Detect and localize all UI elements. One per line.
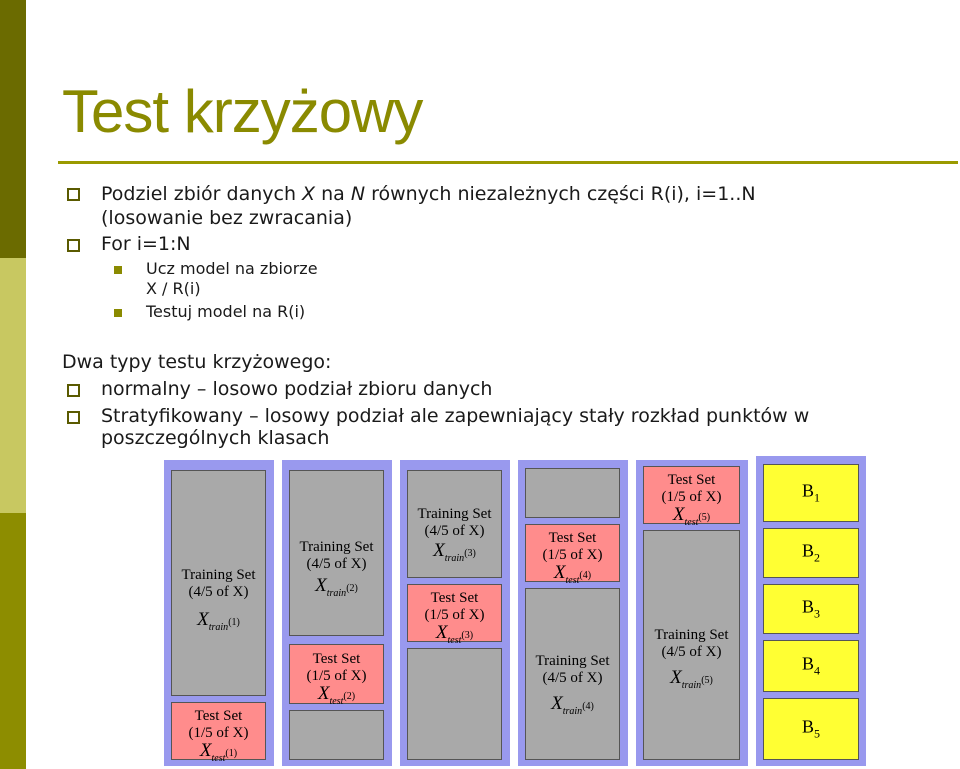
var-sub: test (211, 752, 226, 764)
type-stratified-line2: poszczególnych klasach (101, 427, 330, 449)
block-b2 (763, 528, 859, 578)
label-line: (4/5 of X) (661, 644, 722, 660)
label-line: (1/5 of X) (542, 547, 603, 563)
label-line: Training Set (299, 539, 374, 555)
var-x: X (672, 504, 685, 525)
bullet-text: na (315, 183, 351, 205)
bullet-split-line2: (losowanie bez zwracania) (101, 207, 353, 229)
var-x: X (433, 540, 445, 561)
training-set-block (171, 470, 266, 696)
block-b5 (763, 698, 859, 760)
training-set-block (289, 470, 384, 636)
fold-panel-2 (282, 460, 392, 766)
square-bullet-icon (67, 411, 80, 424)
bullet-for-loop: For i=1:N (101, 233, 191, 255)
square-bullet-icon (67, 188, 80, 201)
slide-title: Test krzyżowy (62, 78, 423, 145)
label-line: Training Set (654, 627, 729, 643)
test-set-block (407, 584, 502, 646)
var-x: X (553, 562, 566, 583)
label-line: Test Set (548, 530, 597, 546)
var-x: X (315, 575, 327, 596)
fold-panel-1 (164, 460, 274, 766)
bullet-text: równych niezależnych części R(i), i=1..N (365, 183, 756, 205)
training-set-block (289, 710, 384, 760)
training-set-label (644, 627, 739, 697)
var-sub: test (565, 574, 580, 586)
var-sub: test (329, 695, 344, 707)
test-set-label (172, 708, 265, 768)
block-letter: B (801, 596, 814, 617)
block-letter: B (801, 653, 814, 674)
fold-index: (5) (698, 512, 711, 523)
label-line: (1/5 of X) (306, 668, 367, 684)
title-divider (58, 161, 958, 164)
sub-bullet-train-line2: X / R(i) (146, 279, 201, 298)
filled-square-bullet-icon (114, 309, 122, 317)
blocks-panel (756, 456, 866, 766)
bullet-text: Podziel zbiór danych (101, 183, 303, 205)
test-set-label (290, 651, 383, 711)
var-x: X (317, 683, 330, 704)
var-sub: train (562, 705, 583, 717)
label-line: Test Set (667, 472, 716, 488)
label-line: Test Set (312, 651, 361, 667)
type-stratified-line1: Stratyfikowany – losowy podział ale zapewniający stały rozkład punktów w (101, 405, 810, 427)
bullet-var-n: N (350, 183, 366, 205)
sidebar-band-light (0, 258, 26, 513)
test-set-label (408, 590, 501, 650)
bullet-split-line1 (101, 182, 756, 206)
fold-index: (1) (228, 617, 240, 628)
test-set-label (644, 472, 739, 532)
var-sub: test (447, 634, 462, 646)
block-letter: B (801, 716, 814, 737)
var-sub: train (208, 621, 229, 633)
fold-index: (4) (582, 701, 594, 712)
test-set-block (289, 644, 384, 707)
block-b4 (763, 640, 859, 692)
fold-index: (4) (579, 570, 592, 581)
bullet-var-x: X (302, 183, 316, 205)
label-line: (4/5 of X) (424, 523, 485, 539)
training-set-label (290, 539, 383, 605)
block-number: 5 (814, 726, 820, 741)
sidebar-band-dark (0, 0, 26, 258)
square-bullet-icon (67, 384, 80, 397)
sub-bullet-train-line1: Ucz model na zbiorze (146, 259, 318, 278)
label-line: Training Set (417, 506, 492, 522)
label-line: (1/5 of X) (424, 607, 485, 623)
var-x: X (435, 622, 448, 643)
block-b3 (763, 584, 859, 634)
label-line: Test Set (430, 590, 479, 606)
test-set-block (171, 702, 266, 764)
label-line: (4/5 of X) (542, 670, 603, 686)
section-heading: Dwa typy testu krzyżowego: (62, 351, 332, 373)
var-sub: train (326, 587, 347, 599)
fold-index: (3) (461, 630, 474, 641)
test-set-label (526, 530, 619, 590)
var-x: X (551, 693, 563, 714)
var-x: X (199, 740, 212, 761)
training-set-label (172, 567, 265, 639)
training-set-label (408, 506, 501, 570)
training-set-block (407, 648, 502, 760)
fold-index: (5) (701, 675, 713, 686)
training-set-block (643, 530, 740, 760)
fold-index: (1) (225, 748, 238, 759)
block-number: 4 (814, 663, 820, 678)
label-line: (4/5 of X) (306, 556, 367, 572)
test-set-block (643, 466, 740, 528)
square-bullet-icon (67, 239, 80, 252)
var-sub: train (681, 679, 702, 691)
training-set-block (407, 470, 502, 578)
sub-bullet-test: Testuj model na R(i) (146, 302, 306, 321)
training-set-label (526, 653, 619, 723)
type-normal: normalny – losowo podział zbioru danych (101, 378, 493, 400)
block-number: 3 (814, 606, 820, 621)
label-line: (1/5 of X) (188, 725, 249, 741)
label-line: Training Set (181, 567, 256, 583)
label-line: (1/5 of X) (661, 489, 722, 505)
block-number: 2 (814, 550, 820, 565)
fold-panel-5 (636, 460, 748, 766)
test-set-block (525, 524, 620, 586)
fold-index: (2) (343, 691, 356, 702)
label-line: (4/5 of X) (188, 584, 249, 600)
sidebar-decoration (0, 0, 26, 769)
filled-square-bullet-icon (114, 266, 122, 274)
var-sub: test (684, 516, 699, 528)
fold-panel-3 (400, 460, 510, 766)
label-line: Training Set (535, 653, 610, 669)
training-set-block (525, 468, 620, 518)
training-set-block (525, 588, 620, 760)
var-x: X (670, 667, 682, 688)
block-letter: B (801, 540, 814, 561)
sidebar-band-olive (0, 513, 26, 769)
var-sub: train (444, 552, 465, 564)
var-x: X (197, 609, 209, 630)
block-letter: B (801, 480, 814, 501)
block-number: 1 (814, 490, 820, 505)
label-line: Test Set (194, 708, 243, 724)
block-b1 (763, 464, 859, 522)
fold-index: (3) (464, 548, 476, 559)
fold-index: (2) (346, 583, 358, 594)
fold-panel-4 (518, 460, 628, 766)
